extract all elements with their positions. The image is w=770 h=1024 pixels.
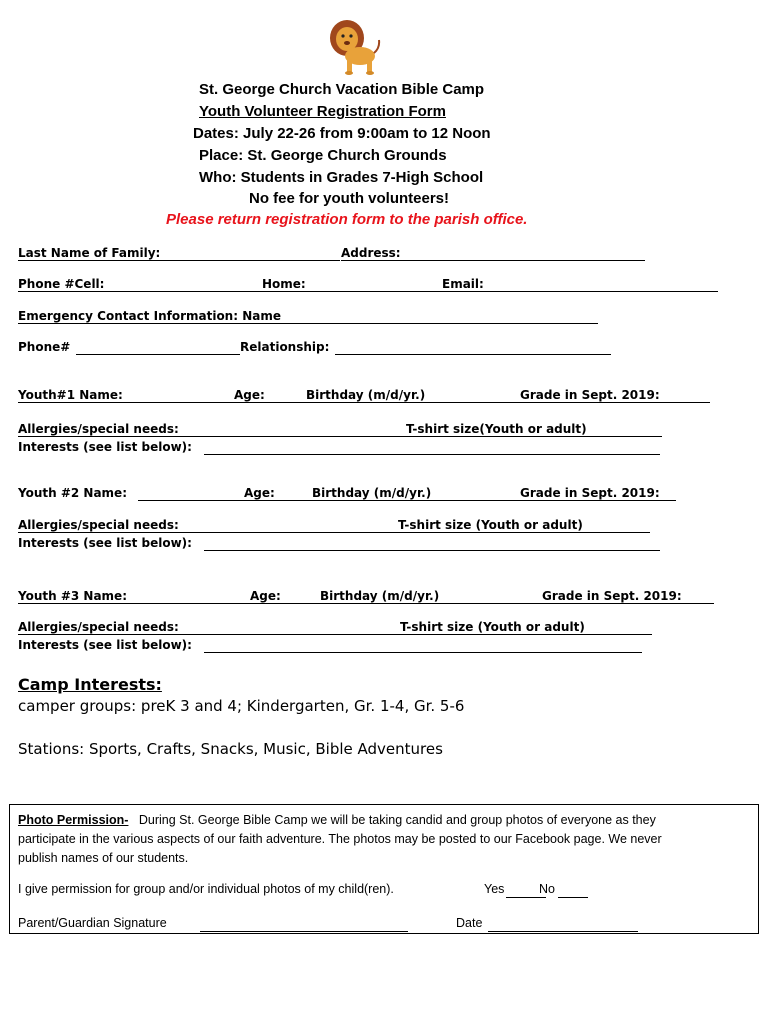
photo-permission-label: Photo Permission- xyxy=(18,813,129,827)
form-title: Youth Volunteer Registration Form xyxy=(199,103,446,120)
camper-groups: camper groups: preK 3 and 4; Kindergarten, Gr. 1-4, Gr. 5-6 xyxy=(18,697,465,715)
return-notice: Please return registration form to the parish office. xyxy=(166,211,528,228)
youth2-age-label: Age: xyxy=(244,486,275,500)
yes-label: Yes xyxy=(484,882,505,896)
youth1-birthday-label: Birthday (m/d/yr.) xyxy=(306,388,426,402)
photo-text1: During St. George Bible Camp we will be taking candid and group photos of everyone as they xyxy=(138,813,656,827)
date-line[interactable] xyxy=(488,931,638,932)
youth3-age-label: Age: xyxy=(250,589,281,603)
youth3-allergies-label: Allergies/special needs: xyxy=(18,620,179,634)
last-name-line[interactable] xyxy=(18,260,340,261)
youth2-info-line[interactable] xyxy=(138,500,676,501)
youth3-tshirt-label: T-shirt size (Youth or adult) xyxy=(400,620,585,634)
email-label: Email: xyxy=(442,277,484,291)
youth2-birthday-label: Birthday (m/d/yr.) xyxy=(312,486,432,500)
camp-interests-title: Camp Interests: xyxy=(18,675,162,694)
contact-line[interactable] xyxy=(18,291,718,292)
youth2-interests-label: Interests (see list below): xyxy=(18,536,192,550)
youth1-allergies-label: Allergies/special needs: xyxy=(18,422,179,436)
youth1-info-line[interactable] xyxy=(18,402,710,403)
youth1-allergies-line[interactable] xyxy=(18,436,662,437)
youth1-interests-line[interactable] xyxy=(204,454,660,455)
youth2-name-label: Youth #2 Name: xyxy=(18,486,127,500)
camp-dates: Dates: July 22-26 from 9:00am to 12 Noon xyxy=(193,125,491,142)
camp-stations: Stations: Sports, Crafts, Snacks, Music, Bible Adventures xyxy=(18,740,443,758)
photo-text3: publish names of our students. xyxy=(18,851,189,865)
photo-permission-line1 xyxy=(18,813,656,827)
camp-title: St. George Church Vacation Bible Camp xyxy=(199,81,485,98)
address-label: Address: xyxy=(341,246,401,260)
permission-statement: I give permission for group and/or individual photos of my child(ren). xyxy=(18,882,394,896)
emergency-line[interactable] xyxy=(18,323,598,324)
phone-cell-label: Phone #Cell: xyxy=(18,277,105,291)
no-line[interactable] xyxy=(558,897,588,898)
youth2-allergies-label: Allergies/special needs: xyxy=(18,518,179,532)
youth2-tshirt-label: T-shirt size (Youth or adult) xyxy=(398,518,583,532)
photo-text2: participate in the various aspects of our faith adventure. The photos may be posted to our Facebook page. We never xyxy=(18,832,662,846)
youth3-info-line[interactable] xyxy=(18,603,714,604)
youth3-interests-label: Interests (see list below): xyxy=(18,638,192,652)
relationship-label: Relationship: xyxy=(240,340,330,354)
youth3-birthday-label: Birthday (m/d/yr.) xyxy=(320,589,440,603)
youth1-name-label: Youth#1 Name: xyxy=(18,388,123,402)
youth1-grade-label: Grade in Sept. 2019: xyxy=(520,388,660,402)
signature-line[interactable] xyxy=(200,931,408,932)
youth2-interests-line[interactable] xyxy=(204,550,660,551)
youth1-tshirt-label: T-shirt size(Youth or adult) xyxy=(406,422,587,436)
phone-label: Phone# xyxy=(18,340,71,354)
lion-mascot-icon xyxy=(327,18,381,76)
yes-line[interactable] xyxy=(506,897,546,898)
no-label: No xyxy=(539,882,555,896)
youth2-grade-label: Grade in Sept. 2019: xyxy=(520,486,660,500)
camp-who: Who: Students in Grades 7-High School xyxy=(199,169,484,186)
relationship-line[interactable] xyxy=(335,354,611,355)
youth3-name-label: Youth #3 Name: xyxy=(18,589,127,603)
camp-place: Place: St. George Church Grounds xyxy=(199,147,447,164)
date-label: Date xyxy=(456,916,483,930)
youth3-interests-line[interactable] xyxy=(204,652,642,653)
photo-permission-box xyxy=(9,804,759,934)
emergency-label: Emergency Contact Information: Name xyxy=(18,309,281,323)
fee-note: No fee for youth volunteers! xyxy=(249,190,450,207)
phone-line[interactable] xyxy=(76,354,240,355)
signature-label: Parent/Guardian Signature xyxy=(18,916,167,930)
youth3-allergies-line[interactable] xyxy=(18,634,652,635)
last-name-label: Last Name of Family: xyxy=(18,246,161,260)
youth1-interests-label: Interests (see list below): xyxy=(18,440,192,454)
address-line[interactable] xyxy=(341,260,645,261)
youth1-age-label: Age: xyxy=(234,388,265,402)
youth2-allergies-line[interactable] xyxy=(18,532,650,533)
home-label: Home: xyxy=(262,277,306,291)
youth3-grade-label: Grade in Sept. 2019: xyxy=(542,589,682,603)
